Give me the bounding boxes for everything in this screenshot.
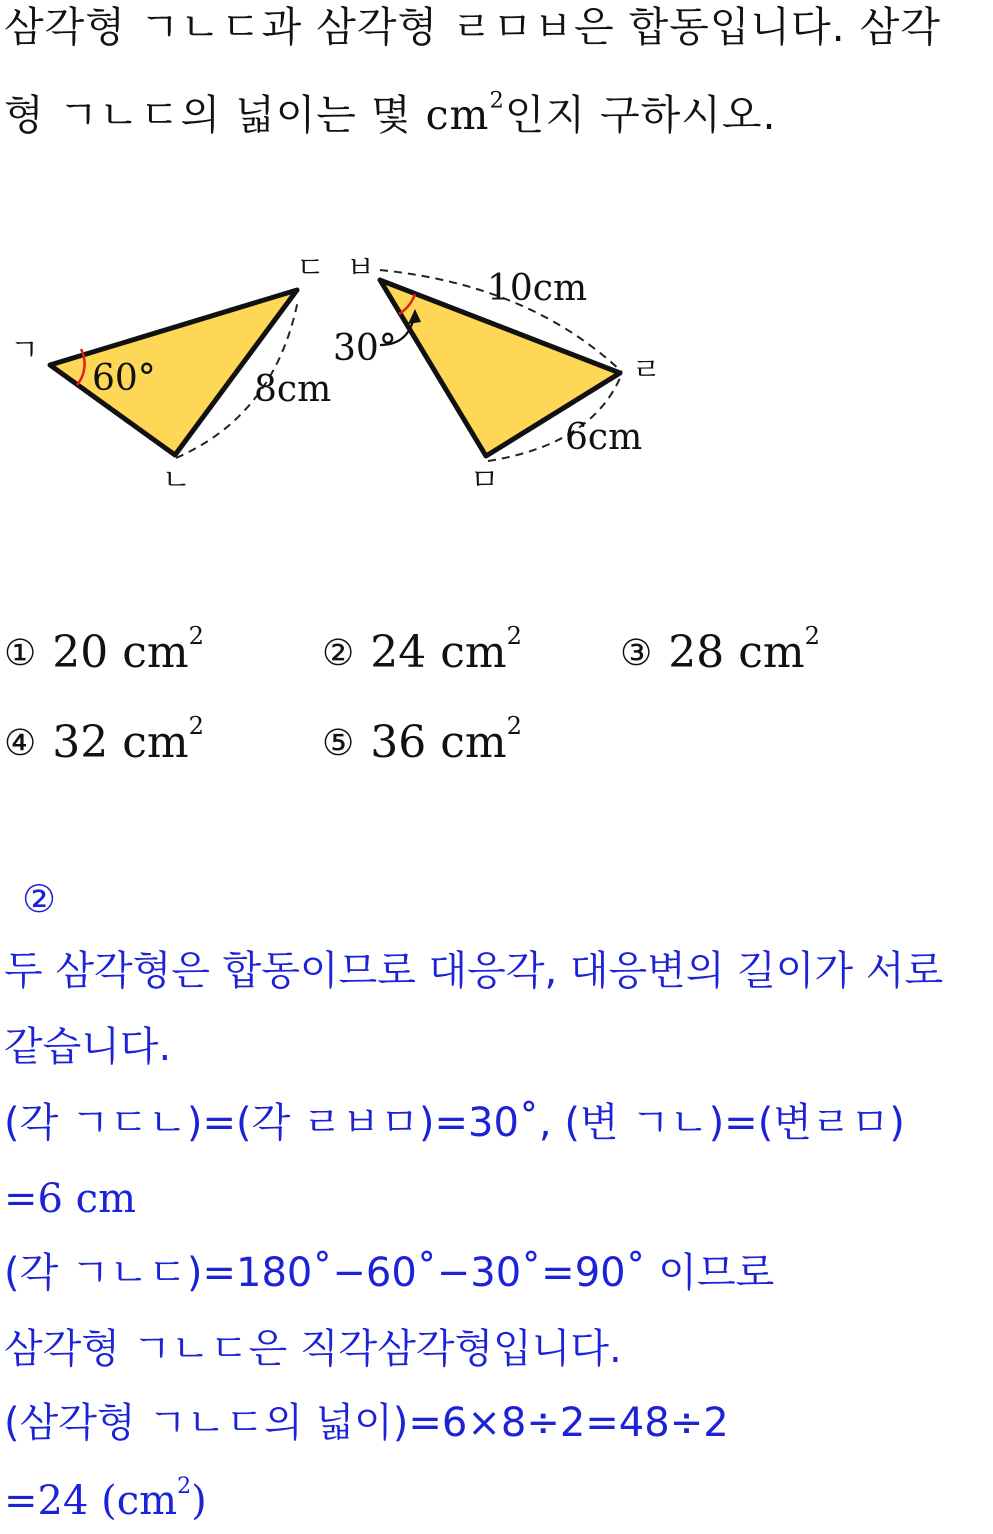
choice-exponent: 2 [506, 622, 523, 651]
choice-exponent: 2 [804, 622, 821, 651]
question-line-2-tail: 인지 구하시오. [504, 91, 777, 139]
choice-2[interactable] [322, 622, 523, 681]
choice-number: ② [322, 633, 355, 674]
question-line-2-text: 형 ㄱㄴㄷ의 넓이는 몇 [4, 91, 426, 139]
solution-answer: ② [22, 877, 57, 921]
side-label-8cm: 8cm [254, 369, 332, 410]
choice-exponent: 2 [506, 712, 523, 741]
angle-label-30: 30° [333, 328, 397, 369]
choice-exponent: 2 [188, 622, 205, 651]
choice-3[interactable] [620, 622, 821, 681]
triangles-figure [0, 235, 700, 500]
choice-number: ① [4, 633, 37, 674]
solution-line-4: =6 cm [4, 1176, 137, 1222]
vertex-label-rieul: ㄹ [632, 353, 661, 388]
question-line-2 [4, 87, 777, 140]
choice-4[interactable] [4, 712, 205, 771]
choice-value: 24 cm [370, 627, 507, 678]
question-unit: cm [425, 91, 490, 139]
choice-value: 36 cm [370, 717, 507, 768]
vertex-label-mieum: ㅁ [470, 463, 499, 498]
angle-label-60: 60° [92, 358, 156, 399]
side-label-6cm: 6cm [565, 417, 643, 458]
solution-result-close: ) [191, 1478, 207, 1524]
solution-line-5: (각 ㄱㄴㄷ)=180˚−60˚−30˚=90˚ 이므로 [4, 1250, 775, 1296]
question-unit-exponent: 2 [489, 87, 505, 114]
choice-value: 32 cm [52, 717, 189, 768]
choice-number: ⑤ [322, 723, 355, 764]
choice-5[interactable] [322, 712, 523, 771]
vertex-label-bieup: ㅂ [346, 251, 375, 286]
solution-result: =24 (cm [4, 1478, 178, 1524]
solution-line-3: (각 ㄱㄷㄴ)=(각 ㄹㅂㅁ)=30˚, (변 ㄱㄴ)=(변ㄹㅁ) [4, 1100, 905, 1146]
choice-exponent: 2 [188, 712, 205, 741]
vertex-label-digeut: ㄷ [296, 251, 325, 286]
solution-result-exponent: 2 [177, 1474, 192, 1500]
vertex-label-nieun: ㄴ [162, 463, 191, 498]
solution-line-6: 삼각형 ㄱㄴㄷ은 직각삼각형입니다. [4, 1326, 622, 1372]
question-line-1: 삼각형 ㄱㄴㄷ과 삼각형 ㄹㅁㅂ은 합동입니다. 삼각 [4, 3, 941, 51]
choice-number: ④ [4, 723, 37, 764]
choice-value: 28 cm [668, 627, 805, 678]
solution-line-2: 같습니다. [4, 1024, 172, 1070]
solution-line-1: 두 삼각형은 합동이므로 대응각, 대응변의 길이가 서로 [4, 948, 944, 994]
side-label-10cm: 10cm [487, 268, 588, 309]
choice-value: 20 cm [52, 627, 189, 678]
choice-number: ③ [620, 633, 653, 674]
solution-line-7: (삼각형 ㄱㄴㄷ의 넓이)=6×8÷2=48÷2 [4, 1400, 729, 1446]
vertex-label-giyeok: ㄱ [10, 333, 39, 368]
solution-line-8 [4, 1476, 207, 1526]
choice-1[interactable] [4, 622, 205, 681]
